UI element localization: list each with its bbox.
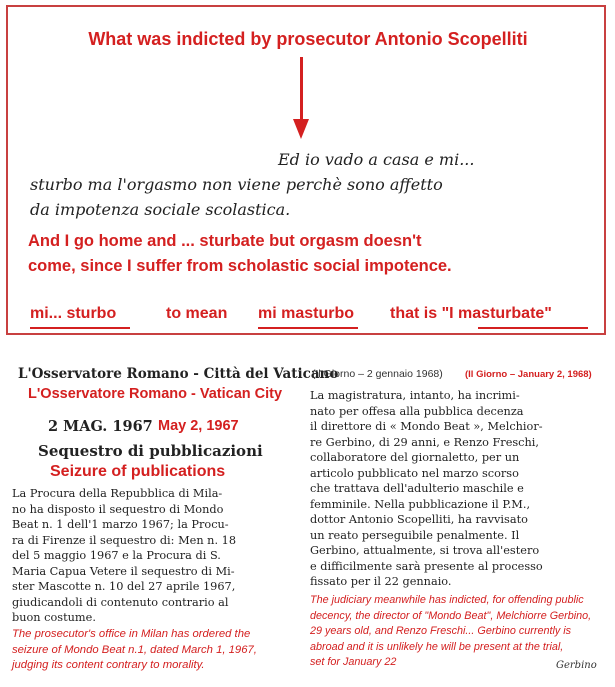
right-translation xyxy=(310,593,610,671)
left-article-line: no ha disposto il sequestro di Mondo xyxy=(12,502,224,516)
left-translation-line: judging its content contrary to morality. xyxy=(12,659,205,671)
left-article-line: La Procura della Repubblica di Mila- xyxy=(12,487,223,500)
date-translation: May 2, 1967 xyxy=(158,418,239,434)
arrow-down-icon xyxy=(300,57,303,127)
right-article-line: e difficilmente sarà presente al processo xyxy=(310,559,543,573)
source-translation: (Il Giorno – January 2, 1968) xyxy=(465,369,592,380)
masthead-translation: L'Osservatore Romano - Vatican City xyxy=(28,386,283,402)
date: 2 MAG. 1967 xyxy=(48,418,153,435)
right-article-line: collaboratore del giornaletto, per un xyxy=(310,451,520,464)
term-short: mi... sturbo xyxy=(30,305,117,322)
heading-translation: Seizure of publications xyxy=(50,463,226,480)
top-title: What was indicted by prosecutor Antonio Scopelliti xyxy=(88,29,528,49)
right-article-line: articolo pubblicato nel marzo scorso xyxy=(310,466,519,480)
masthead: L'Osservatore Romano - Città del Vaticano xyxy=(18,366,339,382)
top-panel xyxy=(6,5,606,335)
quote-line-2: sturbo ma l'orgasmo non viene perchè sono affetto xyxy=(30,175,443,194)
quote-line-3: da impotenza sociale scolastica. xyxy=(30,200,291,219)
left-clipping xyxy=(8,342,339,682)
right-translation-line: The judiciary meanwhile has indicted, for offending public xyxy=(310,594,584,606)
translation-line-1: And I go home and ... sturbate but orgasm doesn't xyxy=(28,232,422,250)
term-underline xyxy=(30,327,130,329)
right-article-line: femminile. Nella pubblicazione il P.M., xyxy=(310,497,531,511)
right-translation-line: decency, the director of "Mondo Beat", Melchiorre Gerbino, xyxy=(310,609,592,622)
right-article-line: fissato per il 22 gennaio. xyxy=(310,575,452,588)
right-article-line: il direttore di « Mondo Beat », Melchior- xyxy=(310,420,543,433)
right-article-line: re Gerbino, di 29 anni, e Renzo Freschi, xyxy=(310,435,539,449)
arrow-head-icon xyxy=(293,119,309,139)
translation-line-2: come, since I suffer from scholastic social impotence. xyxy=(28,257,452,275)
right-translation-line: 29 years old, and Renzo Freschi... Gerbino currently is xyxy=(310,625,572,637)
right-article-line: La magistratura, intanto, ha incrimi- xyxy=(310,389,520,402)
left-article-line: Beat n. 1 dell'1 marzo 1967; la Procu- xyxy=(12,518,229,531)
right-article-line: Gerbino, attualmente, si trova all'estero xyxy=(310,544,540,557)
quote-line-1: Ed io vado a casa e mi... xyxy=(278,150,475,169)
term-full: mi masturbo xyxy=(258,305,355,322)
right-article-line: che trattava dell'adulterio maschile e xyxy=(310,482,524,495)
heading: Sequestro di pubblicazioni xyxy=(38,442,263,460)
left-article-line: giudicandoli di contenuto contrario al xyxy=(12,595,229,609)
left-translation-line: seizure of Mondo Beat n.1, dated March 1, 1967, xyxy=(12,643,257,656)
left-article-line: Maria Capua Vetere il sequestro di Mi- xyxy=(12,564,235,578)
term-full-underline xyxy=(258,327,358,329)
masturbate-underline xyxy=(478,327,588,329)
left-translation xyxy=(12,627,292,674)
left-article-line: ra di Firenze il sequestro di: Men n. 18 xyxy=(12,533,237,547)
right-translation-line: abroad and it is unlikely he will be present at the trial, xyxy=(310,640,564,653)
right-clipping xyxy=(300,342,610,682)
right-article-body xyxy=(310,388,606,590)
right-article-line: un reato perseguibile penalmente. Il xyxy=(310,528,520,542)
left-article-line: ster Mascotte n. 10 del 27 aprile 1967, xyxy=(12,580,236,593)
signature: Gerbino xyxy=(556,660,597,671)
that-is-text: that is "I masturbate" xyxy=(390,305,552,322)
right-article-line: dottor Antonio Scopelliti, ha ravvisato xyxy=(310,513,528,526)
right-article-line: nato per offesa alla pubblica decenza xyxy=(310,404,524,418)
left-article-line: del 5 maggio 1967 e la Procura di S. xyxy=(12,549,221,562)
source: (Il Giorno – 2 gennaio 1968) xyxy=(312,368,443,380)
left-article-line: buon costume. xyxy=(12,611,96,624)
left-translation-line: The prosecutor's office in Milan has ordered the xyxy=(12,628,251,640)
left-article-body xyxy=(12,486,288,626)
right-translation-line: set for January 22 xyxy=(310,656,397,668)
to-mean-text: to mean xyxy=(166,305,228,322)
